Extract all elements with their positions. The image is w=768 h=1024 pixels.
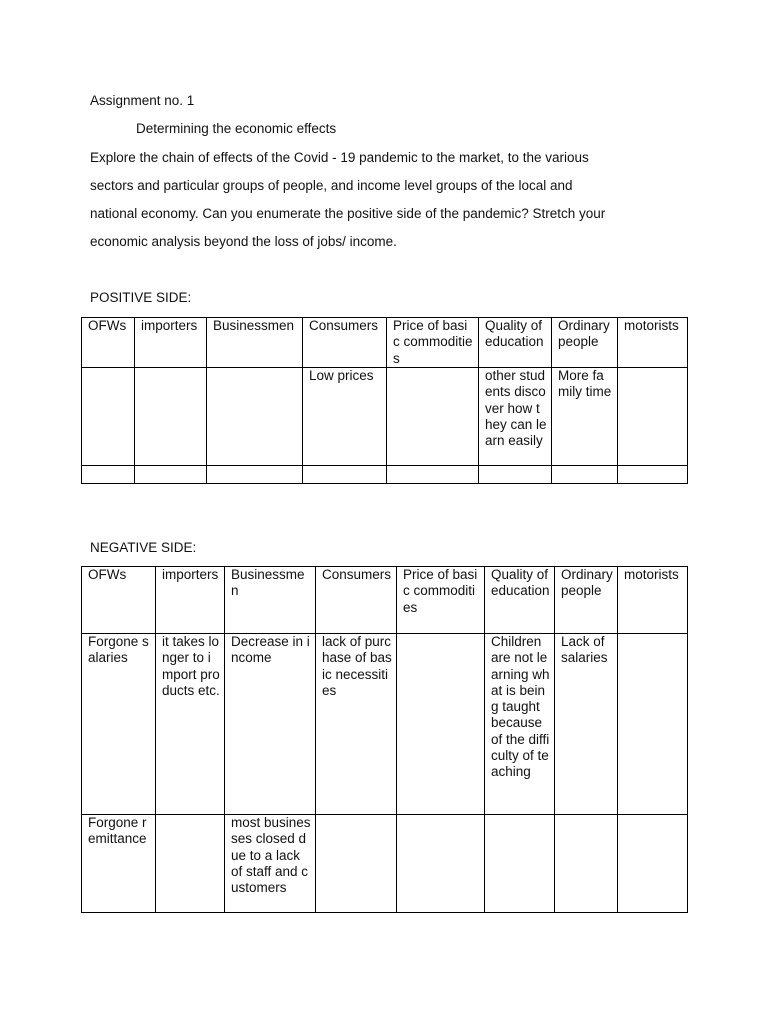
negative-side-heading: NEGATIVE SIDE: [90, 540, 197, 555]
table-cell [135, 368, 207, 466]
table-cell: Forgone remittance [82, 815, 156, 913]
column-header: Ordinary people [552, 318, 618, 368]
column-header: Consumers [303, 318, 387, 368]
table-cell: Forgone salaries [82, 634, 156, 815]
table-cell [479, 466, 552, 484]
table-row [82, 368, 688, 466]
table-header-row [82, 567, 688, 634]
table-cell: other students discover how they can learn easily [479, 368, 552, 466]
table-row [82, 634, 688, 815]
column-header: Quality of education [485, 567, 555, 634]
table-cell [397, 634, 485, 815]
assignment-subtitle: Determining the economic effects [136, 121, 337, 136]
table-cell [82, 368, 135, 466]
positive-side-heading: POSITIVE SIDE: [90, 290, 192, 305]
table-cell: Low prices [303, 368, 387, 466]
column-header: importers [135, 318, 207, 368]
table-cell [387, 466, 479, 484]
table-cell [207, 368, 303, 466]
column-header: OFWs [82, 318, 135, 368]
table-cell [156, 815, 225, 913]
table-cell [82, 466, 135, 484]
table-cell [618, 466, 688, 484]
table-cell [135, 466, 207, 484]
table-cell: it takes longer to import products etc. [156, 634, 225, 815]
table-row [82, 466, 688, 484]
column-header: Consumers [316, 567, 397, 634]
table-cell [397, 815, 485, 913]
table-header-row [82, 318, 688, 368]
column-header: Quality of education [479, 318, 552, 368]
assignment-title: Assignment no. 1 [90, 93, 195, 108]
table-cell [207, 466, 303, 484]
table-cell: Decrease in income [225, 634, 316, 815]
instruction-line: national economy. Can you enumerate the positive side of the pandemic? Stretch your [90, 206, 606, 221]
table-cell [555, 815, 618, 913]
instruction-line: Explore the chain of effects of the Covid - 19 pandemic to the market, to the various [90, 150, 589, 165]
instruction-line: economic analysis beyond the loss of jobs/ income. [90, 234, 397, 249]
table-cell [618, 815, 688, 913]
column-header: Price of basic commodities [397, 567, 485, 634]
column-header: Ordinary people [555, 567, 618, 634]
table-cell [485, 815, 555, 913]
column-header: OFWs [82, 567, 156, 634]
table-cell: most businesses closed due to a lack of staff and customers [225, 815, 316, 913]
column-header: Businessmen [225, 567, 316, 634]
table-cell: More family time [552, 368, 618, 466]
negative-side-table [81, 566, 688, 913]
column-header: motorists [618, 567, 688, 634]
table-cell [552, 466, 618, 484]
table-cell [618, 368, 688, 466]
table-cell: lack of purchase of basic necessities [316, 634, 397, 815]
positive-side-table [81, 317, 688, 484]
column-header: importers [156, 567, 225, 634]
table-cell: Children are not learning what is being taught because of the difficulty of teaching [485, 634, 555, 815]
table-cell [303, 466, 387, 484]
table-cell [618, 634, 688, 815]
column-header: Businessmen [207, 318, 303, 368]
table-cell: Lack of salaries [555, 634, 618, 815]
instruction-line: sectors and particular groups of people, and income level groups of the local and [90, 178, 573, 193]
table-cell [316, 815, 397, 913]
table-cell [387, 368, 479, 466]
column-header: Price of basic commodities [387, 318, 479, 368]
column-header: motorists [618, 318, 688, 368]
table-row [82, 815, 688, 913]
